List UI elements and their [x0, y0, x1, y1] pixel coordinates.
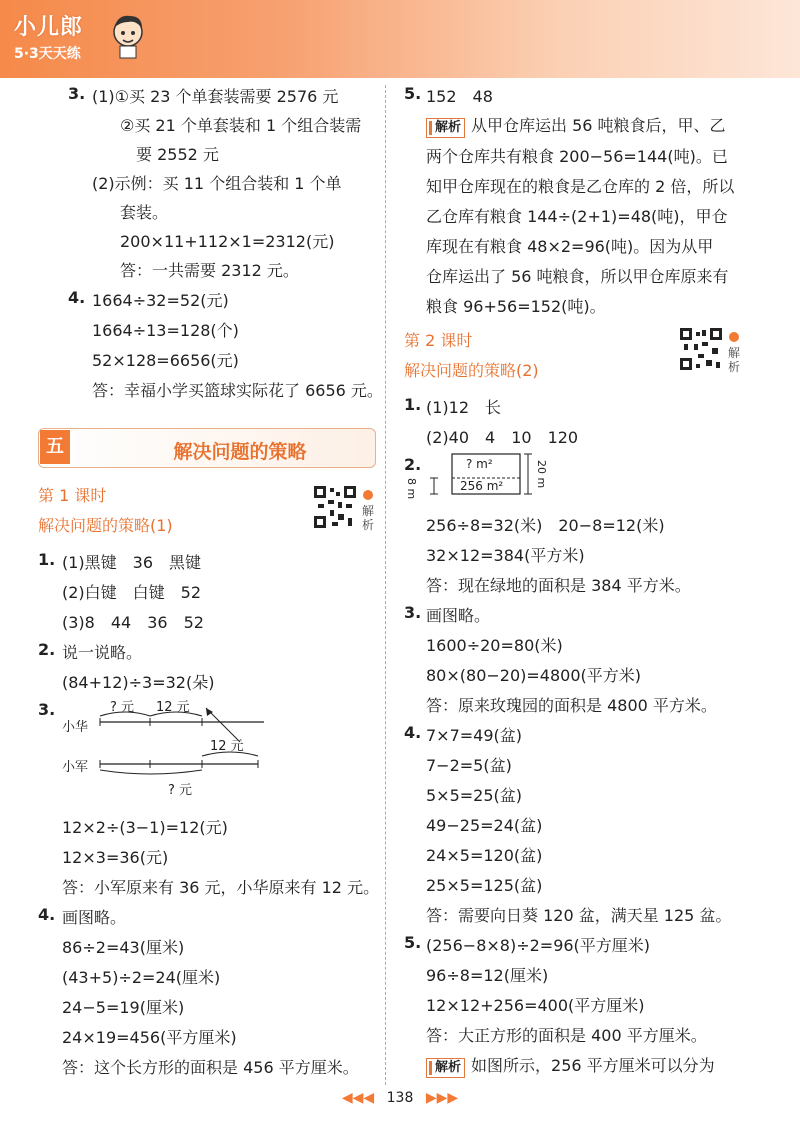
- answer-line: (1)①买 23 个单套装需要 2576 元: [92, 87, 339, 106]
- tag-bar-icon: [429, 1061, 432, 1075]
- lesson-title: 第 2 课时: [404, 331, 473, 350]
- answer-line: 7×7=49(盆): [426, 726, 523, 745]
- answer-line: 1664÷32=52(元): [92, 291, 229, 310]
- answer-line: 96÷8=12(厘米): [426, 966, 549, 985]
- lesson-subtitle: 解决问题的策略(1): [38, 516, 173, 535]
- answer-line: 32×12=384(平方米): [426, 546, 585, 565]
- answer-line: 49−25=24(盆): [426, 816, 543, 835]
- diagram-label: 8 m: [405, 478, 418, 500]
- answer-line: 答：这个长方形的面积是 456 平方厘米。: [62, 1058, 359, 1077]
- tag-bar-icon: [429, 121, 432, 135]
- answer-line: 12×3=36(元): [62, 848, 169, 867]
- answer-line: 24×5=120(盆): [426, 846, 543, 865]
- diagram-label: 12 元: [156, 700, 190, 715]
- answer-line: (1)黑键 36 黑键: [62, 553, 202, 572]
- section-number: 五: [40, 430, 70, 464]
- arrow-right-icon: ▶▶▶: [425, 1090, 459, 1106]
- answer-line: 256÷8=32(米) 20−8=12(米): [426, 516, 665, 535]
- qr-code-icon[interactable]: [312, 484, 358, 530]
- diagram-label: 20 m: [535, 460, 548, 489]
- explanation-line: 知甲仓库现在的粮食是乙仓库的 2 倍，所以: [426, 177, 735, 196]
- answer-line: (2)白键 白键 52: [62, 583, 202, 602]
- explanation-line: 粮食 96+56=152(吨)。: [426, 297, 606, 316]
- question-number: 1.: [38, 550, 56, 569]
- question-number: 5.: [404, 933, 422, 952]
- explanation-line: 库现在有粮食 48×2=96(吨)。因为从甲: [426, 237, 714, 256]
- answer-line: 1664÷13=128(个): [92, 321, 239, 340]
- question-number: 3.: [68, 84, 86, 103]
- qr-code-icon[interactable]: [678, 326, 724, 372]
- answer-line: 套装。: [120, 203, 169, 222]
- answer-line: 24×19=456(平方厘米): [62, 1028, 237, 1047]
- answer-line: ②买 21 个单套装和 1 个组合装需: [120, 116, 362, 135]
- answer-line: 1600÷20=80(米): [426, 636, 563, 655]
- answer-line: 12×2÷(3−1)=12(元): [62, 818, 228, 837]
- answer-line: 答：幸福小学买篮球实际花了 6656 元。: [92, 381, 383, 400]
- analysis-tag: [426, 1058, 465, 1078]
- answer-line: (256−8×8)÷2=96(平方厘米): [426, 936, 651, 955]
- mascot-icon: [108, 12, 148, 60]
- analysis-tag-label: 解析: [435, 1060, 462, 1075]
- diagram-label: 256 m²: [460, 479, 504, 493]
- answer-line: 25×5=125(盆): [426, 876, 543, 895]
- explanation-line: 仓库运出了 56 吨粮食，所以甲仓库原来有: [426, 267, 729, 286]
- answer-line: 画图略。: [62, 908, 127, 927]
- answer-line: 答：小军原来有 36 元，小华原来有 12 元。: [62, 878, 380, 897]
- answer-line: 24−5=19(厘米): [62, 998, 185, 1017]
- analysis-tag-label: 解析: [435, 120, 462, 135]
- diagram-label: ? 元: [110, 700, 135, 715]
- question-number: 5.: [404, 84, 422, 103]
- answer-line: 12×12+256=400(平方厘米): [426, 996, 645, 1015]
- diagram-label: ? 元: [168, 783, 193, 798]
- question-number: 4.: [38, 905, 56, 924]
- answer-line: 说一说略。: [62, 643, 143, 662]
- question-number: 3.: [404, 603, 422, 622]
- answer-line: (43+5)÷2=24(厘米): [62, 968, 221, 987]
- qr-pattern-icon: [678, 326, 724, 372]
- play-icon: [363, 490, 373, 500]
- lesson-subtitle: 解决问题的策略(2): [404, 361, 539, 380]
- header-banner: [0, 0, 800, 78]
- logo-subtitle: 5·3天天练: [14, 46, 81, 62]
- question-number: 3.: [38, 700, 56, 719]
- question-number: 2.: [404, 455, 422, 474]
- diagram-label: 12 元: [210, 739, 244, 754]
- question-number: 4.: [404, 723, 422, 742]
- answer-line: 52×128=6656(元): [92, 351, 239, 370]
- play-icon: [729, 332, 739, 342]
- explanation-text: 从甲仓库运出 56 吨粮食后，甲、乙: [471, 116, 726, 135]
- question-number: 1.: [404, 395, 422, 414]
- qr-label: 解析: [362, 504, 375, 532]
- answer-line: 86÷2=43(厘米): [62, 938, 185, 957]
- answer-line: (2)40 4 10 120: [426, 428, 579, 447]
- column-divider: [385, 85, 386, 1085]
- answer-line: 答：原来玫瑰园的面积是 4800 平方米。: [426, 696, 717, 715]
- brand-logo: [14, 10, 83, 63]
- answer-line: (2)示例：买 11 个组合装和 1 个单: [92, 174, 342, 193]
- qr-pattern-icon: [312, 484, 358, 530]
- explanation-text: 如图所示，256 平方厘米可以分为: [471, 1056, 715, 1075]
- question-number: 4.: [68, 288, 86, 307]
- answer-line: 答：现在绿地的面积是 384 平方米。: [426, 576, 691, 595]
- arrow-left-icon: ◀◀◀: [341, 1090, 375, 1106]
- section-title: 解决问题的策略: [173, 441, 307, 463]
- page-footer: [0, 1090, 800, 1106]
- analysis-tag: [426, 118, 465, 138]
- diagram-label: 小军: [62, 760, 89, 775]
- answer-line: 要 2552 元: [136, 145, 219, 164]
- diagram-label: 小华: [62, 720, 89, 735]
- explanation-line: [426, 113, 726, 138]
- explanation-line: 乙仓库有粮食 144÷(2+1)=48(吨)，甲仓: [426, 207, 728, 226]
- answer-line: (1)12 长: [426, 398, 502, 417]
- answer-line: 200×11+112×1=2312(元): [120, 232, 335, 251]
- qr-label: 解析: [728, 346, 741, 374]
- answer-line: 答：需要向日葵 120 盆，满天星 125 盆。: [426, 906, 732, 925]
- answer-line: 152 48: [426, 87, 493, 106]
- question-number: 2.: [38, 640, 56, 659]
- page-number: 138: [386, 1090, 414, 1106]
- answer-line: (84+12)÷3=32(朵): [62, 673, 215, 692]
- diagram-label: ? m²: [466, 457, 493, 471]
- answer-line: (3)8 44 36 52: [62, 613, 204, 632]
- logo-text: 小儿郎: [14, 15, 84, 40]
- answer-line: 5×5=25(盆): [426, 786, 523, 805]
- explanation-line: 两个仓库共有粮食 200−56=144(吨)。已: [426, 147, 728, 166]
- answer-line: 答：大正方形的面积是 400 平方厘米。: [426, 1026, 707, 1045]
- answer-line: 画图略。: [426, 606, 491, 625]
- answer-line: 答：一共需要 2312 元。: [120, 261, 299, 280]
- explanation-line: [426, 1053, 715, 1078]
- lesson-title: 第 1 课时: [38, 486, 107, 505]
- answer-line: 80×(80−20)=4800(平方米): [426, 666, 641, 685]
- answer-line: 7−2=5(盆): [426, 756, 512, 775]
